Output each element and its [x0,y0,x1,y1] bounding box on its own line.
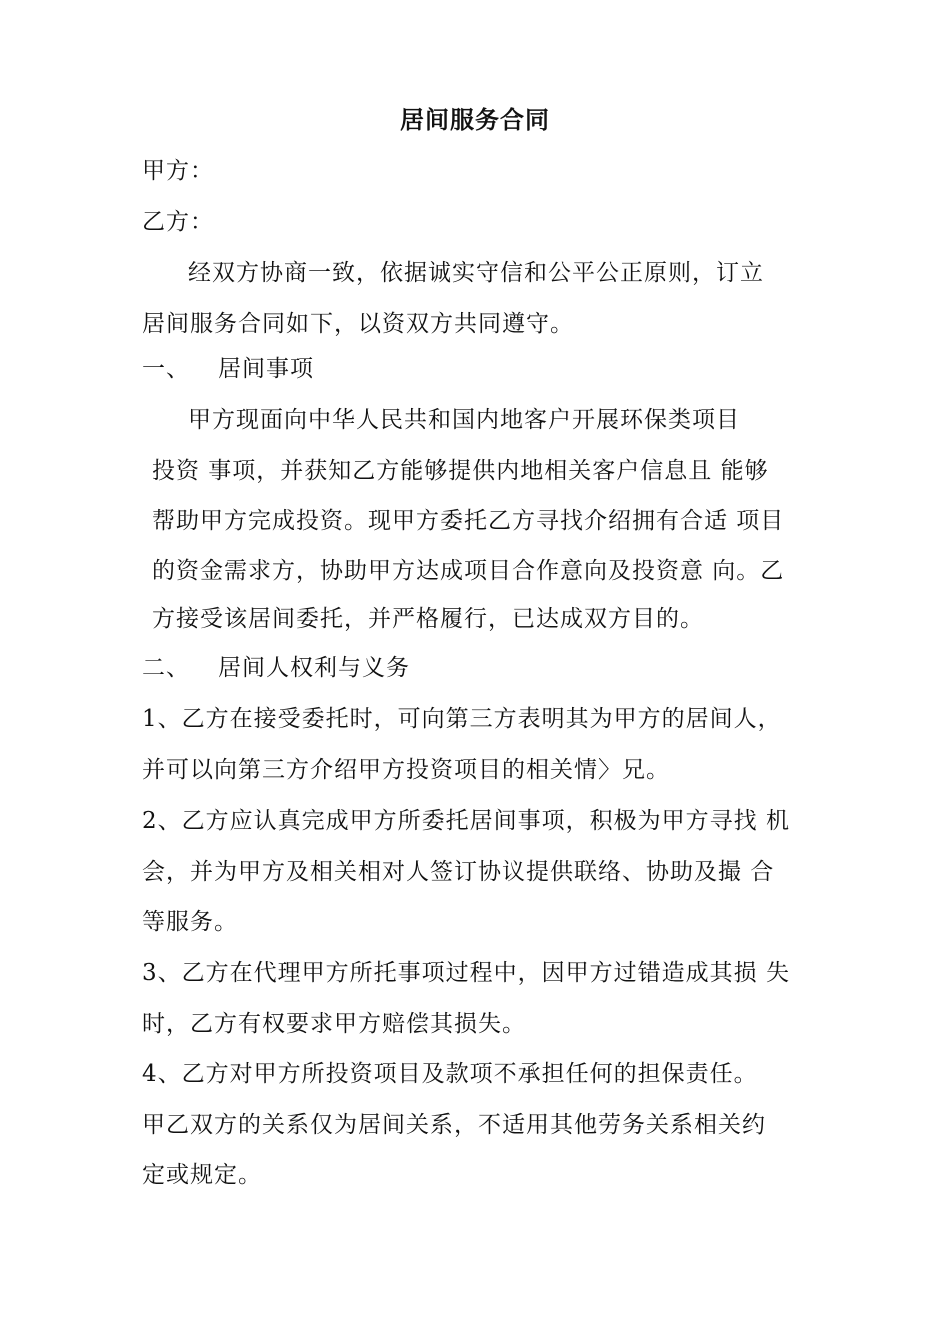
paragraph-line: 等服务。 [142,909,238,935]
paragraph-line: 方接受该居间委托，并严格履行，已达成双方目的。 [152,606,704,632]
intro-line: 经双方协商一致，依据诚实守信和公平公正原则，订立 [188,260,764,286]
section-title: 居间事项 [218,356,314,382]
paragraph-line: 投资 事项，并获知乙方能够提供内地相关客户信息且 能够 [152,458,769,484]
paragraph-line: 4、乙方对甲方所投资项目及款项不承担任何的担保责任。 [142,1061,758,1087]
document-title: 居间服务合同 [400,106,550,134]
party-a-label: 甲方： [142,158,214,184]
section-heading [142,353,314,385]
section-title: 居间人权利与义务 [218,655,410,681]
paragraph-line: 1、乙方在接受委托时，可向第三方表明其为甲方的居间人， [142,706,782,732]
paragraph-line: 的资金需求方，协助甲方达成项目合作意向及投资意 向。乙 [152,558,785,584]
paragraph-line: 并可以向第三方介绍甲方投资项目的相关情〉兄。 [142,757,670,783]
section-number: 二、 [142,655,190,681]
intro-line: 居间服务合同如下，以资双方共同遵守。 [142,311,574,337]
paragraph-line: 甲方现面向中华人民共和国内地客户开展环保类项目 [188,407,740,433]
section-number: 一、 [142,356,190,382]
paragraph-line: 2、乙方应认真完成甲方所委托居间事项，积极为甲方寻找 机 [142,808,790,834]
party-b-label: 乙方： [142,209,214,235]
paragraph-line: 定或规定。 [142,1162,262,1188]
paragraph-line: 甲乙双方的关系仅为居间关系，不适用其他劳务关系相关约 [142,1112,766,1138]
paragraph-line: 帮助甲方完成投资。现甲方委托乙方寻找介绍拥有合适 项目 [152,508,785,534]
paragraph-line: 时，乙方有权要求甲方赔偿其损失。 [142,1011,526,1037]
paragraph-line: 会，并为甲方及相关相对人签订协议提供联络、协助及撮 合 [142,859,775,885]
section-heading [142,652,410,684]
paragraph-line: 3、乙方在代理甲方所托事项过程中，因甲方过错造成其损 失 [142,960,790,986]
